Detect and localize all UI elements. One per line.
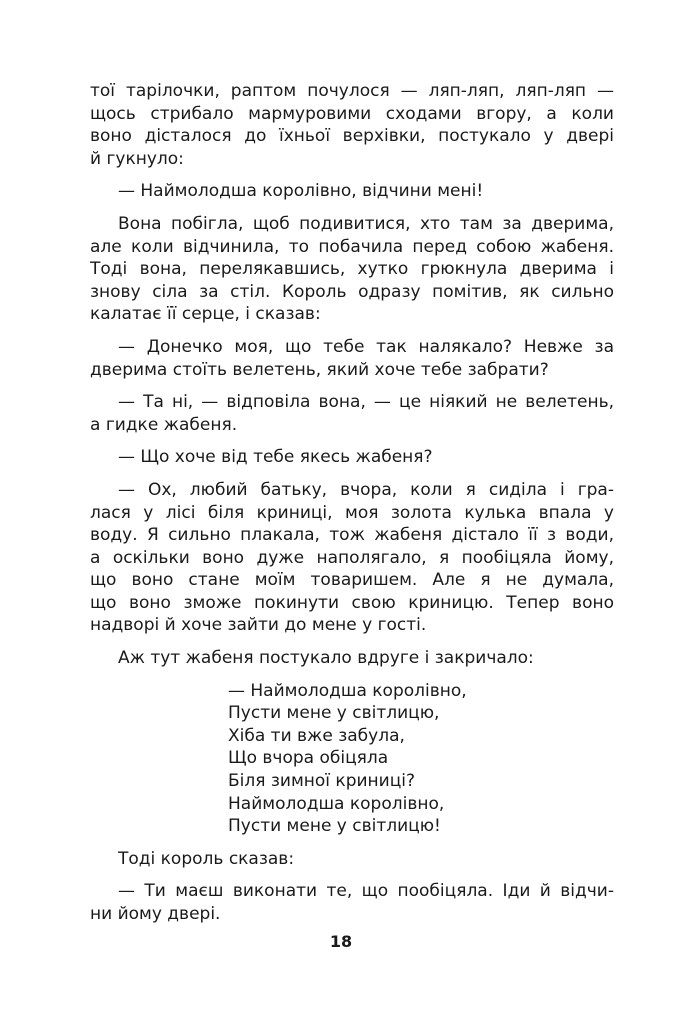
poem-line: Біля зимної криниці? xyxy=(228,771,416,792)
poem-line: Пусти мене у світлицю! xyxy=(228,816,441,837)
paragraph xyxy=(90,647,614,670)
text-line: знову сіла за стіл. Король одразу помітив, як сильно xyxy=(90,281,614,302)
text-line: а гидке жабеня. xyxy=(90,414,238,435)
closing-paragraphs xyxy=(90,848,614,926)
paragraph xyxy=(90,446,614,469)
paragraph xyxy=(90,213,614,326)
page-body xyxy=(90,80,614,936)
poem-line: Пусти мене у світлицю, xyxy=(228,703,440,724)
text-line: — Та ні, — відповіла вона, — це ніякий не велетень, xyxy=(118,392,614,413)
poem-line: Що вчора обіцяла xyxy=(228,748,389,769)
text-line: ни йому двері. xyxy=(90,904,221,924)
text-line: щось стрибало мармуровими сходами вгору, а коли xyxy=(90,103,614,124)
text-line: Тоді вона, перелякавшись, хутко грюкнула дверима і xyxy=(90,259,614,280)
text-line: тої тарілочки, раптом почулося — ляп-ляп, ляп-ляп — xyxy=(90,81,614,101)
text-line: Вона побігла, щоб подивитися, хто там за дверима, xyxy=(118,213,614,234)
text-line: воно дісталося до їхньої верхівки, постукало у двері xyxy=(90,126,614,147)
text-line: Аж тут жабеня постукало вдруге і закричало: xyxy=(118,648,534,669)
paragraph xyxy=(90,180,614,203)
poem-line: — Наймолодша королівно, xyxy=(228,680,467,701)
text-line: й гукнуло: xyxy=(90,148,184,169)
paragraphs xyxy=(90,80,614,670)
poem-line: Наймолодша королівно, xyxy=(228,793,445,814)
paragraph xyxy=(90,336,614,381)
text-line: — Ти маєш виконати те, що пообіцяла. Іди й відчи- xyxy=(118,881,614,902)
paragraph xyxy=(90,848,614,871)
paragraph xyxy=(90,80,614,170)
poem xyxy=(228,680,614,838)
poem-line: Хіба ти вже забула, xyxy=(228,725,405,746)
text-line: лася у лісі біля криниці, моя золота кулька впала у xyxy=(90,502,614,523)
text-line: надворі й хоче зайти до мене у гості. xyxy=(90,615,427,636)
text-line: — Наймолодша королівно, відчини мені! xyxy=(118,181,484,202)
page-number: 18 xyxy=(329,932,353,951)
text-line: калатає її серце, і сказав: xyxy=(90,304,321,325)
text-line: що воно зможе покинути свою криницю. Тепер воно xyxy=(90,592,614,613)
text-line: — Ох, любий батьку, вчора, коли я сиділа і гра- xyxy=(118,479,614,500)
text-line: — Донечко моя, що тебе так налякало? Невже за xyxy=(118,336,614,357)
paragraph xyxy=(90,391,614,436)
text-line: але коли відчинила, то побачила перед собою жабеня. xyxy=(90,236,614,257)
text-line: Тоді король сказав: xyxy=(118,848,295,869)
text-line: воду. Я сильно плакала, тож жабеня дістало її з води, xyxy=(90,525,614,546)
paragraph xyxy=(90,880,614,925)
paragraph xyxy=(90,479,614,637)
text-line: — Що хоче від тебе якесь жабеня? xyxy=(118,447,433,468)
text-line: дверима стоїть велетень, який хоче тебе забрати? xyxy=(90,359,549,380)
text-line: а оскільки воно дуже наполягало, я пообіцяла йому, xyxy=(90,547,614,568)
text-line: що воно стане моїм товаришем. Але я не думала, xyxy=(90,570,614,591)
